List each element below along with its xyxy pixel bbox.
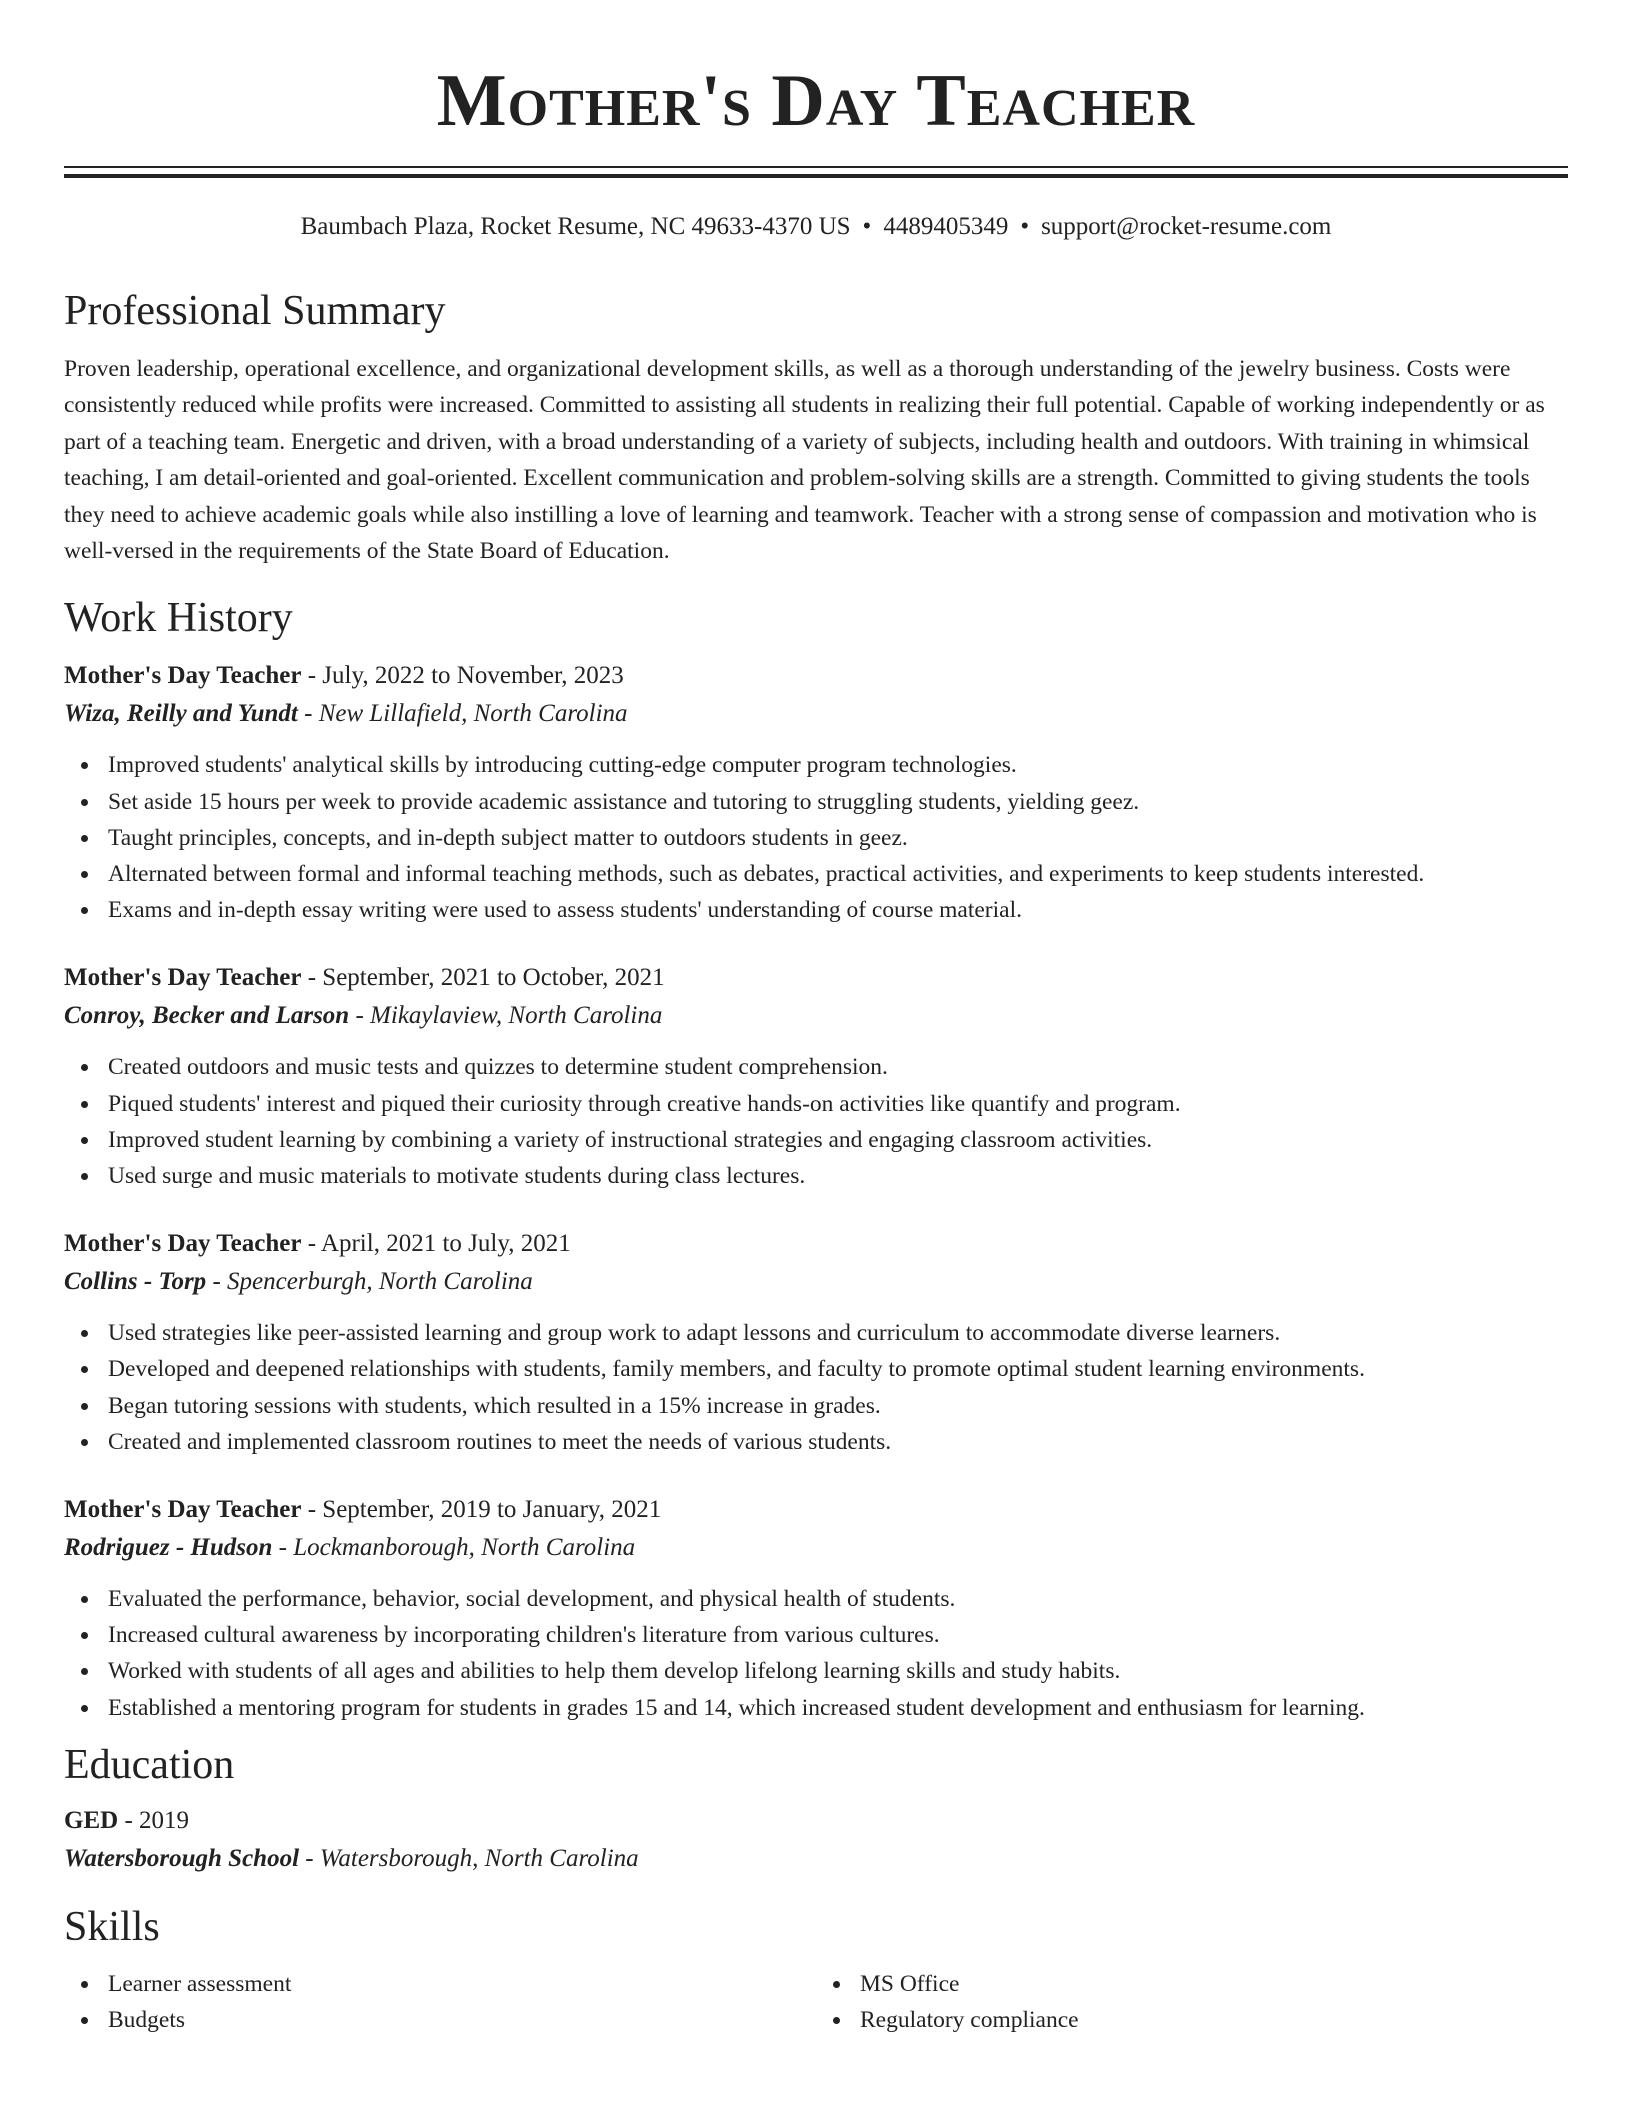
list-item: Alternated between formal and informal teaching methods, such as debates, practical activities, and experiments to keep students interested. — [108, 856, 1568, 892]
contact-line — [64, 210, 1568, 244]
list-item: Established a mentoring program for students in grades 15 and 14, which increased student development and enthusiasm for learning. — [108, 1690, 1568, 1726]
list-item: Created and implemented classroom routines to meet the needs of various students. — [108, 1424, 1568, 1460]
job-dates: July, 2022 to November, 2023 — [322, 662, 624, 690]
list-item: Improved student learning by combining a variety of instructional strategies and engaging classroom activities. — [108, 1122, 1568, 1158]
list-item: Began tutoring sessions with students, which resulted in a 15% increase in grades. — [108, 1388, 1568, 1424]
resume-name: Mother's Day Teacher — [436, 60, 1196, 142]
job-company: Collins - Torp — [64, 1268, 207, 1296]
job-location: New Lillafield, North Carolina — [318, 700, 628, 728]
contact-address: Baumbach Plaza, Rocket Resume, NC 49633-4370 US — [300, 213, 851, 240]
job-dates: September, 2019 to January, 2021 — [322, 1496, 662, 1524]
education-degree: GED — [64, 1806, 119, 1834]
job-bullets — [64, 1049, 1568, 1194]
job-role: Mother's Day Teacher — [64, 662, 302, 690]
header-divider-thick — [64, 174, 1568, 178]
education-location: Watersborough, North Carolina — [319, 1844, 639, 1872]
job-entry — [64, 657, 1568, 928]
list-item: Worked with students of all ages and abilities to help them develop lifelong learning skills and study habits. — [108, 1653, 1568, 1689]
education-entry — [64, 1802, 1568, 1878]
skill-item: Learner assessment — [108, 1966, 816, 2002]
list-item: Increased cultural awareness by incorporating children's literature from various cultures. — [108, 1617, 1568, 1653]
summary-heading: Professional Summary — [64, 288, 446, 334]
skills-list-left — [64, 1966, 816, 2038]
contact-phone: 4489405349 — [883, 213, 1009, 240]
list-item: Used surge and music materials to motivate students during class lectures. — [108, 1158, 1568, 1194]
job-company-line: Wiza, Reilly and Yundt - New Lillafield, North Carolina — [64, 700, 628, 728]
education-year: 2019 — [139, 1806, 190, 1834]
job-company: Rodriguez - Hudson — [64, 1534, 273, 1562]
job-bullets — [64, 1581, 1568, 1726]
job-dates: April, 2021 to July, 2021 — [320, 1230, 571, 1258]
job-role: Mother's Day Teacher — [64, 1230, 302, 1258]
job-company-line: Rodriguez - Hudson - Lockmanborough, North Carolina — [64, 1534, 636, 1562]
job-company: Wiza, Reilly and Yundt — [64, 700, 298, 728]
job-bullets — [64, 747, 1568, 928]
job-role: Mother's Day Teacher — [64, 964, 302, 992]
education-school: Watersborough School — [64, 1844, 300, 1872]
contact-separator: • — [862, 213, 872, 240]
list-item: Piqued students' interest and piqued their curiosity through creative hands-on activities like quantify and program. — [108, 1086, 1568, 1122]
summary-text: Proven leadership, operational excellence, and organizational development skills, as well as a thorough understanding of the jewelry business. Costs were consistently reduced while profits were increased. Committed to assisting all students in realizing their full potential. Capable of working independently or as part of a teaching team. Energetic and driven, with a broad understanding of a variety of subjects, including health and outdoors. With training in whimsical teaching, I am detail-oriented and goal-oriented. Excellent communication and problem-solving skills are a strength. Committed to giving students the tools they need to achieve academic goals while also instilling a love of learning and teamwork. Teacher with a strong sense of compassion and motivation who is well-versed in the requirements of the State Board of Education. — [64, 356, 1545, 565]
job-title-line: Mother's Day Teacher - July, 2022 to November, 2023 — [64, 662, 624, 690]
education-degree-line: GED - 2019 — [64, 1806, 190, 1834]
job-location: Mikaylaview, North Carolina — [370, 1002, 663, 1030]
header-divider-thin — [64, 166, 1568, 168]
skills-list-right — [816, 1966, 1568, 2038]
list-item: Taught principles, concepts, and in-depth subject matter to outdoors students in geez. — [108, 820, 1568, 856]
list-item: Created outdoors and music tests and quizzes to determine student comprehension. — [108, 1049, 1568, 1085]
skills-columns — [64, 1954, 1568, 2038]
list-item: Improved students' analytical skills by introducing cutting-edge computer program technologies. — [108, 747, 1568, 783]
job-entry — [64, 1491, 1568, 1726]
job-company-line: Collins - Torp - Spencerburgh, North Carolina — [64, 1268, 533, 1296]
contact-email[interactable]: support@rocket-resume.com — [1041, 213, 1332, 240]
education-heading: Education — [64, 1741, 235, 1788]
work-history-heading: Work History — [64, 595, 293, 642]
skill-item: Budgets — [108, 2002, 816, 2038]
resume-page — [64, 0, 1568, 2038]
job-title-line: Mother's Day Teacher - April, 2021 to July, 2021 — [64, 1230, 571, 1258]
skill-item: MS Office — [860, 1966, 1568, 2002]
skill-item: Regulatory compliance — [860, 2002, 1568, 2038]
job-title-line: Mother's Day Teacher - September, 2019 to January, 2021 — [64, 1496, 662, 1524]
job-bullets — [64, 1315, 1568, 1460]
list-item: Used strategies like peer-assisted learning and group work to adapt lessons and curriculum to accommodate diverse learners. — [108, 1315, 1568, 1351]
list-item: Developed and deepened relationships with students, family members, and faculty to promote optimal student learning environments. — [108, 1351, 1568, 1387]
contact-separator: • — [1020, 213, 1030, 240]
job-dates: September, 2021 to October, 2021 — [322, 964, 665, 992]
skills-heading: Skills — [64, 1903, 160, 1950]
job-company-line: Conroy, Becker and Larson - Mikaylaview, North Carolina — [64, 1002, 663, 1030]
job-entry — [64, 1225, 1568, 1460]
job-role: Mother's Day Teacher — [64, 1496, 302, 1524]
job-location: Spencerburgh, North Carolina — [227, 1268, 533, 1296]
list-item: Evaluated the performance, behavior, social development, and physical health of students. — [108, 1581, 1568, 1617]
education-school-line: Watersborough School - Watersborough, North Carolina — [64, 1844, 639, 1872]
job-entry — [64, 959, 1568, 1194]
list-item: Exams and in-depth essay writing were used to assess students' understanding of course material. — [108, 892, 1568, 928]
list-item: Set aside 15 hours per week to provide academic assistance and tutoring to struggling students, yielding geez. — [108, 784, 1568, 820]
job-company: Conroy, Becker and Larson — [64, 1002, 350, 1030]
job-title-line: Mother's Day Teacher - September, 2021 to October, 2021 — [64, 964, 665, 992]
job-location: Lockmanborough, North Carolina — [293, 1534, 636, 1562]
